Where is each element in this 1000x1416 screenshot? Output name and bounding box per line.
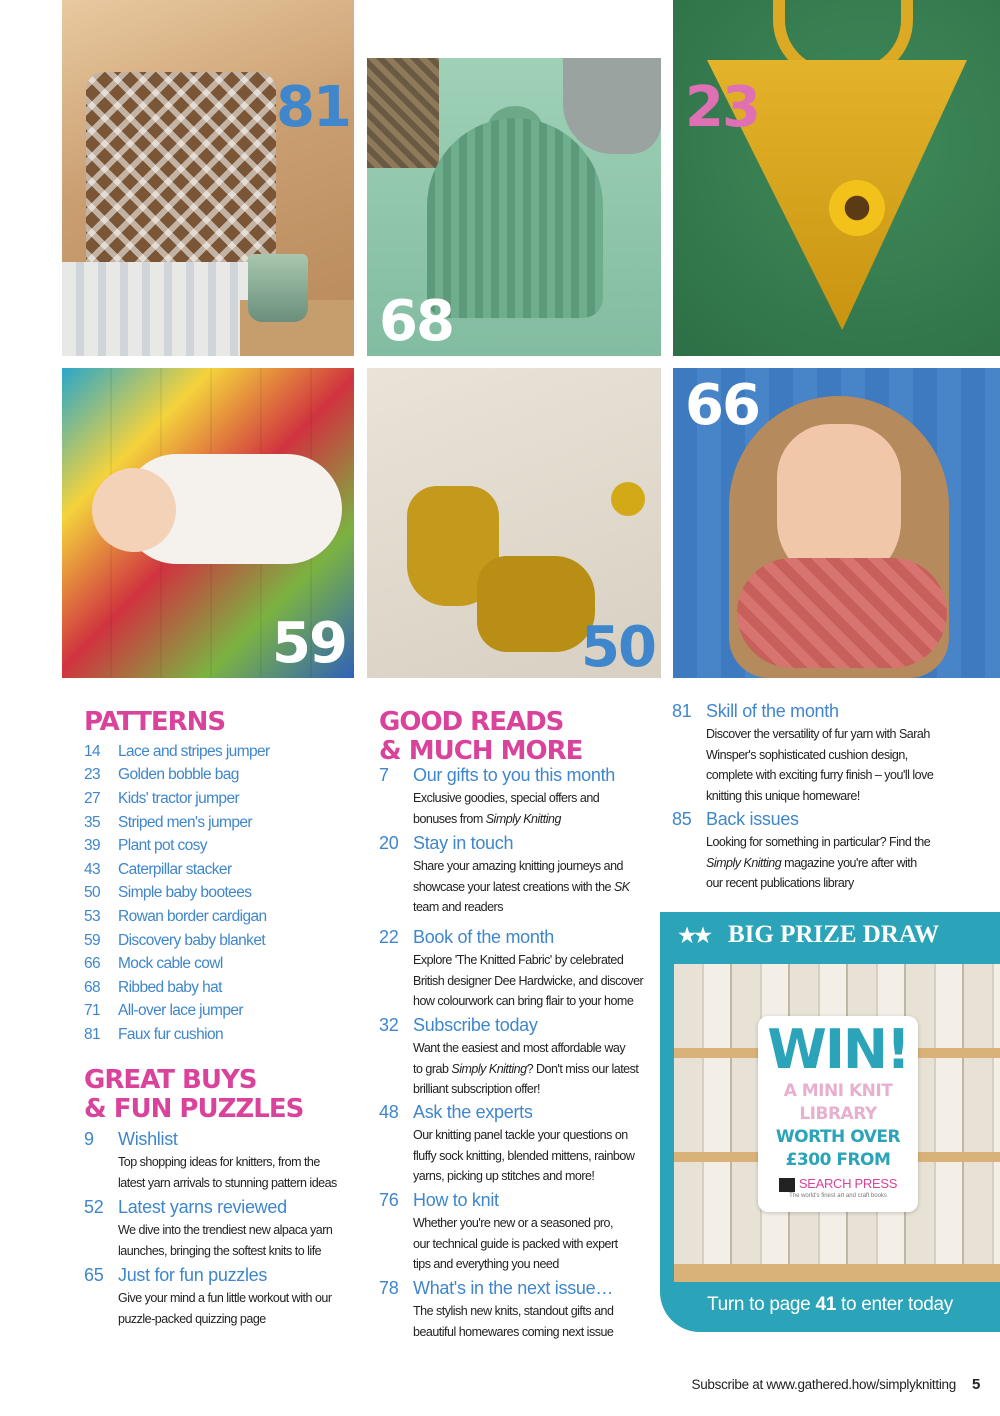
entry-title: Back issues <box>706 808 799 829</box>
entry-description-line: Want the easiest and most affordable way <box>413 1041 626 1055</box>
contents-entry[interactable] <box>84 1196 384 1261</box>
entry-title: Ask the experts <box>413 1101 533 1122</box>
patterns-heading <box>84 708 225 737</box>
page-number: 5 <box>971 1375 980 1393</box>
entry-description-line: puzzle-packed quizzing page <box>118 1311 266 1326</box>
pattern-list-item[interactable] <box>84 976 344 1000</box>
entry-description <box>413 788 679 829</box>
entry-description <box>706 724 972 806</box>
entry-description <box>413 1125 679 1187</box>
pattern-list-item[interactable] <box>84 905 344 929</box>
prize-card <box>758 1016 918 1212</box>
sponsor-tagline: The world's finest art and craft books <box>789 1192 887 1199</box>
entry-heading <box>379 1014 679 1036</box>
contents-entry[interactable] <box>379 832 679 918</box>
prize-line: WORTH OVER <box>775 1127 901 1147</box>
entry-description-line: launches, bringing the softest knits to life <box>118 1243 322 1258</box>
entry-heading <box>379 1189 679 1211</box>
entry-description-line: latest yarn arrivals to stunning pattern ideas <box>118 1175 337 1190</box>
pattern-list-item[interactable] <box>84 834 344 858</box>
photo-golden-bobble-bag <box>673 0 1000 356</box>
good-reads-heading <box>379 708 582 766</box>
entry-description <box>413 1301 679 1342</box>
entry-page-number: 48 <box>379 1101 399 1122</box>
pattern-title: Lace and stripes jumper <box>118 742 270 760</box>
photo-page-number: 66 <box>685 373 759 438</box>
entry-description-line: beautiful homewares coming next issue <box>413 1324 614 1339</box>
patterns-heading-text: PATTERNS <box>84 707 226 737</box>
entry-description-line: to grab Simply Knitting? Don't miss our latest <box>413 1061 639 1076</box>
entry-title: Our gifts to you this month <box>413 764 615 785</box>
pattern-list-item[interactable] <box>84 811 344 835</box>
entry-description-line: our technical guide is packed with expert <box>413 1236 618 1251</box>
pattern-list-item[interactable] <box>84 858 344 882</box>
entry-page-number: 22 <box>379 926 399 947</box>
entry-description <box>118 1220 384 1261</box>
pattern-page-number: 50 <box>84 884 101 902</box>
prize-line: £300 FROM <box>785 1150 891 1170</box>
pattern-title: Mock cable cowl <box>118 955 223 973</box>
entry-heading <box>84 1264 384 1286</box>
pattern-title: Ribbed baby hat <box>118 978 222 996</box>
mug-illustration <box>248 254 308 322</box>
pattern-list-item[interactable] <box>84 952 344 976</box>
photo-ribbed-baby-hat <box>367 58 661 356</box>
pattern-page-number: 53 <box>84 907 101 925</box>
good-reads-heading-line1: GOOD READS <box>379 707 564 737</box>
pattern-page-number: 66 <box>84 955 101 973</box>
entry-description-line: Winsper's sophisticated cushion design, <box>706 747 908 762</box>
photo-page-number: 68 <box>379 289 453 354</box>
cta-page-number: 41 <box>815 1294 836 1315</box>
entry-description <box>413 856 679 918</box>
pattern-title: Plant pot cosy <box>118 837 207 855</box>
entry-heading <box>379 926 679 948</box>
photo-discovery-baby-blanket <box>62 368 354 678</box>
pattern-title: Striped men's jumper <box>118 813 252 831</box>
entry-page-number: 76 <box>379 1189 399 1210</box>
entry-description <box>413 1213 679 1275</box>
contents-entry[interactable] <box>379 764 679 829</box>
entry-description-line: Explore 'The Knitted Fabric' by celebrated <box>413 953 624 967</box>
subscribe-link[interactable]: Subscribe at www.gathered.how/simplyknitting <box>691 1376 956 1392</box>
entry-title: Stay in touch <box>413 832 514 853</box>
good-reads-heading-line2: & MUCH MORE <box>379 736 583 766</box>
contents-entry[interactable] <box>84 1128 384 1193</box>
pattern-page-number: 68 <box>84 978 101 996</box>
entry-title: How to knit <box>413 1189 499 1210</box>
entry-description <box>118 1288 384 1329</box>
entry-title: What's in the next issue… <box>413 1277 614 1298</box>
great-buys-heading-line1: GREAT BUYS <box>84 1065 257 1095</box>
entry-description-line: Discover the versatility of fur yarn with Sarah <box>706 727 930 741</box>
pattern-title: All-over lace jumper <box>118 1002 243 1020</box>
pattern-list-item[interactable] <box>84 787 344 811</box>
photo-page-number: 50 <box>581 615 655 678</box>
entry-title: Skill of the month <box>706 700 839 721</box>
search-press-logo-icon <box>779 1178 795 1192</box>
entry-description-line: Looking for something in particular? Find the <box>706 835 931 849</box>
entry-heading <box>379 1277 679 1299</box>
pattern-title: Faux fur cushion <box>118 1025 223 1043</box>
entry-heading <box>84 1196 384 1218</box>
pattern-title: Kids' tractor jumper <box>118 789 240 807</box>
entry-description-line: our recent publications library <box>706 876 854 890</box>
great-buys-heading <box>84 1066 303 1124</box>
pattern-title: Caterpillar stacker <box>118 860 232 878</box>
pattern-title: Simple baby bootees <box>118 884 252 902</box>
entry-description-line: fluffy sock knitting, blended mittens, rainbow <box>413 1148 635 1163</box>
pattern-page-number: 23 <box>84 766 101 784</box>
entry-description-line: brilliant subscription offer! <box>413 1082 541 1096</box>
contents-entry[interactable] <box>379 926 679 1012</box>
entry-title: Wishlist <box>118 1128 178 1149</box>
entry-page-number: 65 <box>84 1264 104 1285</box>
entry-description-line: The stylish new knits, standout gifts and <box>413 1304 614 1318</box>
entry-title: Book of the month <box>413 926 554 947</box>
cta-text-after: to enter today <box>840 1294 953 1315</box>
pattern-list-item[interactable] <box>84 764 344 788</box>
entry-title: Latest yarns reviewed <box>118 1196 287 1217</box>
entry-description-line: We dive into the trendiest new alpaca yarn <box>118 1223 333 1237</box>
entry-page-number: 20 <box>379 832 399 853</box>
entry-heading <box>84 1128 384 1150</box>
entry-description <box>413 1038 679 1100</box>
pattern-page-number: 39 <box>84 837 101 855</box>
prize-draw-box[interactable] <box>660 912 1000 1332</box>
sunflower-illustration <box>829 180 885 236</box>
pattern-page-number: 71 <box>84 1002 101 1020</box>
page-footer <box>640 1374 980 1394</box>
great-buys-heading-line2: & FUN PUZZLES <box>84 1094 304 1124</box>
pattern-page-number: 43 <box>84 860 101 878</box>
entry-description-line: Whether you're new or a seasoned pro, <box>413 1216 613 1230</box>
entry-heading <box>672 808 972 830</box>
stars-icon: ★★ <box>678 924 710 947</box>
entry-description-line: how colourwork can bring flair to your home <box>413 994 634 1008</box>
photo-page-number: 81 <box>276 75 350 140</box>
photo-page-number: 59 <box>272 611 346 676</box>
entry-title: Subscribe today <box>413 1014 538 1035</box>
shoe-illustration <box>563 58 661 154</box>
search-press-logo <box>758 1176 918 1192</box>
photo-faux-fur-cushion <box>62 0 354 356</box>
pattern-title: Rowan border cardigan <box>118 907 267 925</box>
entry-page-number: 78 <box>379 1277 399 1298</box>
pattern-list-item[interactable] <box>84 740 344 764</box>
win-text: WIN! <box>767 1018 909 1081</box>
entry-heading <box>379 832 679 854</box>
entry-description-line: Exclusive goodies, special offers and <box>413 791 600 805</box>
pattern-page-number: 14 <box>84 742 101 760</box>
entry-description-line: Our knitting panel tackle your questions on <box>413 1128 628 1142</box>
entry-description-line: showcase your latest creations with the SK <box>413 879 630 894</box>
basket-illustration <box>367 58 439 168</box>
prize-draw-cta[interactable] <box>660 1288 1000 1322</box>
entry-description-line: British designer Dee Hardwicke, and discover <box>413 973 644 988</box>
entry-description-line: team and readers <box>413 900 503 914</box>
entry-description-line: Share your amazing knitting journeys and <box>413 859 623 873</box>
pattern-title: Discovery baby blanket <box>118 931 266 949</box>
prize-draw-banner <box>660 912 1000 958</box>
entry-description-line: complete with exciting furry finish – you'll love <box>706 768 934 782</box>
entry-description-line: Give your mind a fun little workout with our <box>118 1291 332 1305</box>
photo-mock-cable-cowl <box>673 368 1000 678</box>
entry-heading <box>379 764 679 786</box>
entry-description-line: Simply Knitting magazine you're after with <box>706 855 917 870</box>
pattern-list-item[interactable] <box>84 1000 344 1024</box>
cowl-illustration <box>737 558 947 668</box>
photo-page-number: 23 <box>685 75 759 140</box>
entry-heading <box>379 1101 679 1123</box>
contents-entry[interactable] <box>379 1014 679 1100</box>
entry-page-number: 32 <box>379 1014 399 1035</box>
entry-description-line: Top shopping ideas for knitters, from the <box>118 1155 320 1169</box>
pattern-list-item[interactable] <box>84 882 344 906</box>
pattern-list-item[interactable] <box>84 1023 344 1047</box>
entry-page-number: 81 <box>672 700 692 721</box>
entry-page-number: 85 <box>672 808 692 829</box>
cushion-illustration <box>86 72 276 282</box>
pattern-list-item[interactable] <box>84 929 344 953</box>
contents-entry[interactable] <box>379 1101 679 1187</box>
pattern-page-number: 81 <box>84 1025 101 1043</box>
entry-description-line: yarns, picking up stitches and more! <box>413 1169 595 1183</box>
entry-description-line: bonuses from Simply Knitting <box>413 811 561 826</box>
baby-head-illustration <box>92 468 176 552</box>
entry-description <box>706 832 972 894</box>
entry-description <box>118 1152 384 1193</box>
contents-entry[interactable] <box>379 1189 679 1275</box>
entry-description-line: knitting this unique homeware! <box>706 788 860 803</box>
contents-entry[interactable] <box>84 1264 384 1329</box>
patterns-list <box>84 740 344 1047</box>
entry-description-line: tips and everything you need <box>413 1257 559 1271</box>
sponsor-name: SEARCH PRESS <box>798 1176 898 1191</box>
bootee-illustration <box>477 556 595 652</box>
pompom-illustration <box>611 482 645 516</box>
contents-entry[interactable] <box>672 700 972 806</box>
blanket-illustration <box>62 262 252 356</box>
contents-entry[interactable] <box>379 1277 679 1342</box>
prize-line: LIBRARY <box>799 1104 877 1124</box>
prize-line: A MINI KNIT <box>783 1081 893 1101</box>
pattern-page-number: 35 <box>84 813 101 831</box>
entry-title: Just for fun puzzles <box>118 1264 268 1285</box>
pattern-page-number: 59 <box>84 931 101 949</box>
pattern-page-number: 27 <box>84 789 101 807</box>
entry-page-number: 52 <box>84 1196 104 1217</box>
contents-entry[interactable] <box>672 808 972 894</box>
prize-draw-title: BIG PRIZE DRAW <box>728 921 940 948</box>
hat-illustration <box>427 118 603 318</box>
entry-heading <box>672 700 972 722</box>
entry-description <box>413 950 679 1012</box>
entry-page-number: 9 <box>84 1128 94 1149</box>
pattern-title: Golden bobble bag <box>118 766 239 784</box>
cta-text-before: Turn to page <box>707 1294 811 1315</box>
entry-page-number: 7 <box>379 764 389 785</box>
photo-simple-baby-bootees <box>367 368 661 678</box>
